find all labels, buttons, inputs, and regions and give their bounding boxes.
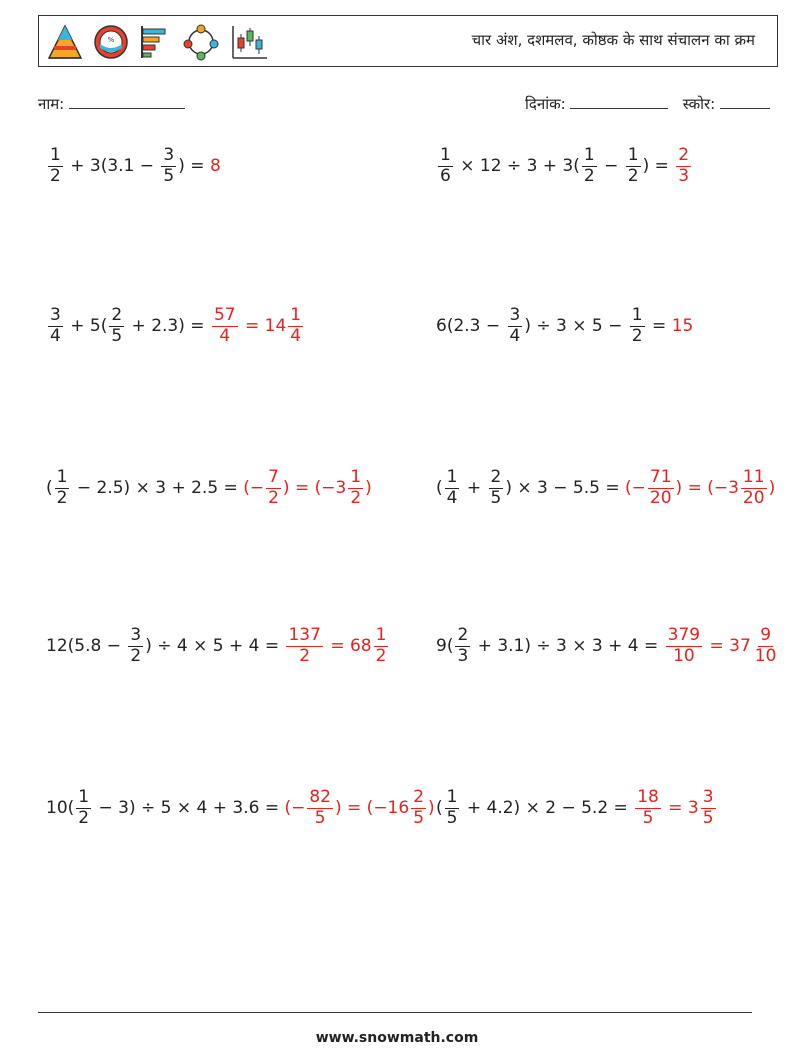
fraction: $\frac{1}{2}$	[583, 145, 595, 186]
answer: $\frac{57}{4}$ = 14 $\frac{1}{4}$	[213, 305, 302, 346]
answer: 8	[209, 156, 221, 177]
fraction: $\frac{2}{5}$	[490, 467, 502, 508]
fraction: $\frac{3}{2}$	[130, 625, 142, 666]
problem-3: $\frac{3}{4}$ + 5( $\frac{2}{5}$ + 2.3) = $\frac{57}{4}$ = 14 $\frac{1}{4}$	[46, 306, 305, 346]
fraction: $\frac{1}{6}$	[440, 145, 451, 186]
fraction: $\frac{1}{4}$	[446, 467, 458, 508]
answer: $\frac{379}{10}$ = 37 $\frac{9}{10}$	[667, 625, 777, 666]
pyramid-chart-icon	[45, 22, 85, 62]
answer: $\frac{2}{3}$	[678, 145, 690, 186]
fraction: $\frac{2}{3}$	[457, 625, 469, 666]
fraction: $\frac{3}{5}$	[163, 145, 175, 186]
header-box	[38, 15, 778, 67]
answer: $\frac{18}{5}$ = 3 $\frac{3}{5}$	[637, 787, 714, 828]
problem-5: ( $\frac{1}{2}$ − 2.5) × 3 + 2.5 = (− $\frac{7}{2}$ ) = (−3 $\frac{1}{2}$ )	[46, 467, 372, 508]
fraction: $\frac{1}{2}$	[50, 145, 61, 186]
name-label: नाम:	[38, 95, 65, 113]
problem-10: ( $\frac{1}{5}$ + 4.2) × 2 − 5.2 = $\frac{18}{5}$ = 3 $\frac{3}{5}$	[436, 788, 718, 828]
footer-divider	[38, 1012, 752, 1013]
candlestick-chart-icon	[229, 22, 269, 62]
problem-6: ( $\frac{1}{4}$ + $\frac{2}{5}$ ) × 3 − 5.5 = (− $\frac{71}{20}$ ) = (−3 $\frac{11}{20}$ )	[436, 467, 776, 508]
answer: (− $\frac{82}{5}$ ) = (−16 $\frac{2}{5}$ )	[284, 787, 435, 828]
date-label: दिनांक:	[525, 95, 566, 113]
answer: (− $\frac{7}{2}$ ) = (−3 $\frac{1}{2}$ )	[243, 467, 372, 508]
percent-badge-icon	[91, 22, 131, 62]
fraction: $\frac{1}{5}$	[446, 787, 458, 828]
fraction: $\frac{1}{2}$	[56, 467, 68, 508]
problem-1: $\frac{1}{2}$ + 3(3.1 − $\frac{3}{5}$ ) = 8	[50, 145, 221, 186]
page-title: चार अंश, दशमलव, कोष्ठक के साथ संचालन का क्रम	[471, 31, 755, 49]
date-blank[interactable]	[570, 94, 668, 109]
answer: 15	[671, 316, 694, 337]
score-blank[interactable]	[720, 94, 770, 109]
bar-list-icon	[137, 22, 173, 62]
problem-9: 10( $\frac{1}{2}$ − 3) ÷ 5 × 4 + 3.6 = (− $\frac{82}{5}$ ) = (−16 $\frac{2}{5}$ )	[46, 787, 435, 828]
score-label: स्कोर:	[682, 95, 716, 113]
fraction: $\frac{1}{2}$	[78, 787, 90, 828]
problem-7: 12(5.8 − $\frac{3}{2}$ ) ÷ 4 × 5 + 4 = $\frac{137}{2}$ = 68 $\frac{1}{2}$	[46, 626, 390, 666]
fraction: $\frac{3}{4}$	[50, 305, 61, 346]
fraction: $\frac{3}{4}$	[509, 305, 521, 346]
name-blank[interactable]	[69, 94, 185, 109]
fraction: $\frac{1}{2}$	[631, 305, 643, 346]
date-score-field	[525, 94, 770, 114]
problem-8: 9( $\frac{2}{3}$ + 3.1) ÷ 3 × 3 + 4 = $\frac{379}{10}$ = 37 $\frac{9}{10}$	[436, 626, 780, 666]
footer-url[interactable]: www.snowmath.com	[315, 1030, 479, 1046]
answer: (− $\frac{71}{20}$ ) = (−3 $\frac{11}{20}$ )	[625, 467, 776, 508]
svg-text:%: %	[107, 36, 115, 44]
problem-2: $\frac{1}{6}$ × 12 ÷ 3 + 3( $\frac{1}{2}$ − $\frac{1}{2}$ ) = $\frac{2}{3}$	[436, 146, 693, 186]
logo-row	[45, 20, 269, 64]
fraction: $\frac{2}{5}$	[111, 305, 123, 346]
answer: $\frac{137}{2}$ = 68 $\frac{1}{2}$	[288, 625, 387, 666]
people-network-icon	[179, 22, 223, 62]
name-field	[38, 94, 185, 114]
problem-4: 6(2.3 − $\frac{3}{4}$ ) ÷ 3 × 5 − $\frac{1}{2}$ = 15	[436, 305, 694, 346]
fraction: $\frac{1}{2}$	[627, 145, 639, 186]
